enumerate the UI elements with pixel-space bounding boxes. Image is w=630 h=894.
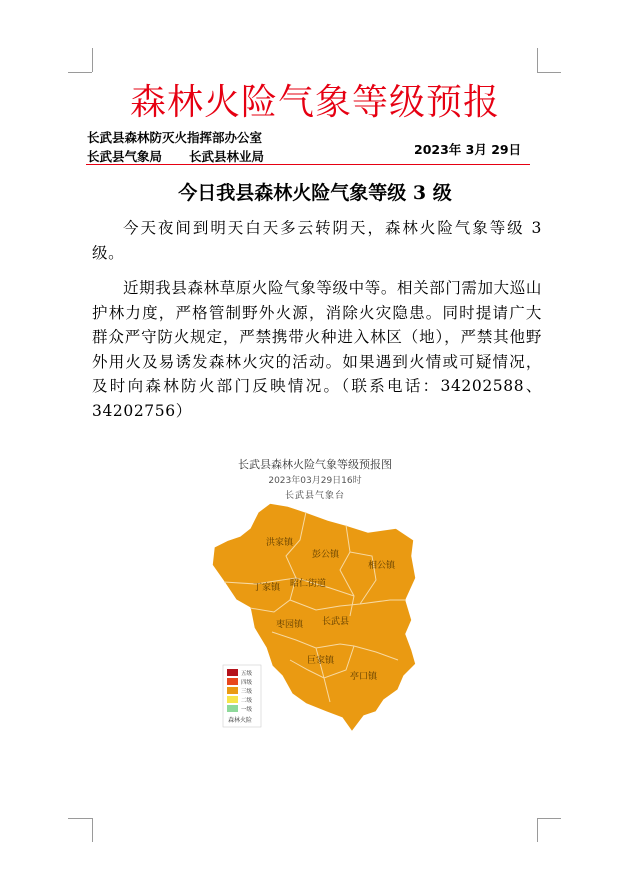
map-source: 长武县气象台: [284, 491, 345, 501]
issuer-meteorology-bureau: 长武县气象局: [87, 149, 163, 164]
legend-label: 三级: [241, 689, 253, 695]
legend-label: 二级: [241, 698, 253, 704]
issue-date: 2023年 3月 29日: [414, 142, 522, 157]
document-title: 森林火险气象等级预报: [129, 82, 500, 123]
town-label: 亭口镇: [350, 672, 378, 682]
map-legend: [223, 665, 261, 727]
town-label: 长武县: [322, 617, 350, 627]
town-label: 丁家镇: [253, 583, 281, 593]
town-label: 枣园镇: [276, 620, 304, 630]
legend-label: 五级: [241, 671, 253, 677]
town-label: 昭仁街道: [290, 579, 327, 589]
town-label: 洪家镇: [266, 538, 294, 548]
issuer-office: 长武县森林防灭火指挥部办公室: [87, 130, 263, 145]
town-label: 巨家镇: [307, 656, 335, 666]
town-label: 相公镇: [368, 561, 396, 571]
issuer-forestry-bureau: 长武县林业局: [189, 149, 265, 164]
legend-label: 四级: [241, 680, 253, 686]
legend-swatch: [227, 696, 238, 703]
map-title: 长武县森林火险气象等级预报图: [238, 458, 392, 471]
advisory-paragraph: 近期我县森林草原火险气象等级中等。相关部门需加大巡山护林力度，严格管制野外火源，消除火灾隐患。同时提请广大群众严守防火规定，严禁携带火种进入林区（地），严禁其他野外用火及易诱发森林火灾的活动。如果遇到火情或可疑情况，及时向森林防火部门反映情况。（联系电话：34202588、34202756）: [92, 279, 542, 420]
legend-swatch: [227, 669, 238, 676]
map-time: 2023年03月29日16时: [268, 476, 362, 486]
legend-label: 一级: [241, 707, 253, 713]
forecast-subtitle: 今日我县森林火险气象等级 3 级: [178, 182, 452, 204]
forecast-paragraph: 今天夜间到明天白天多云转阴天，森林火险气象等级 3 级。: [92, 219, 542, 262]
legend-title: 森林火险: [228, 717, 253, 724]
legend-swatch: [227, 687, 238, 694]
legend-swatch: [227, 678, 238, 685]
town-label: 彭公镇: [312, 550, 340, 560]
legend-swatch: [227, 705, 238, 712]
